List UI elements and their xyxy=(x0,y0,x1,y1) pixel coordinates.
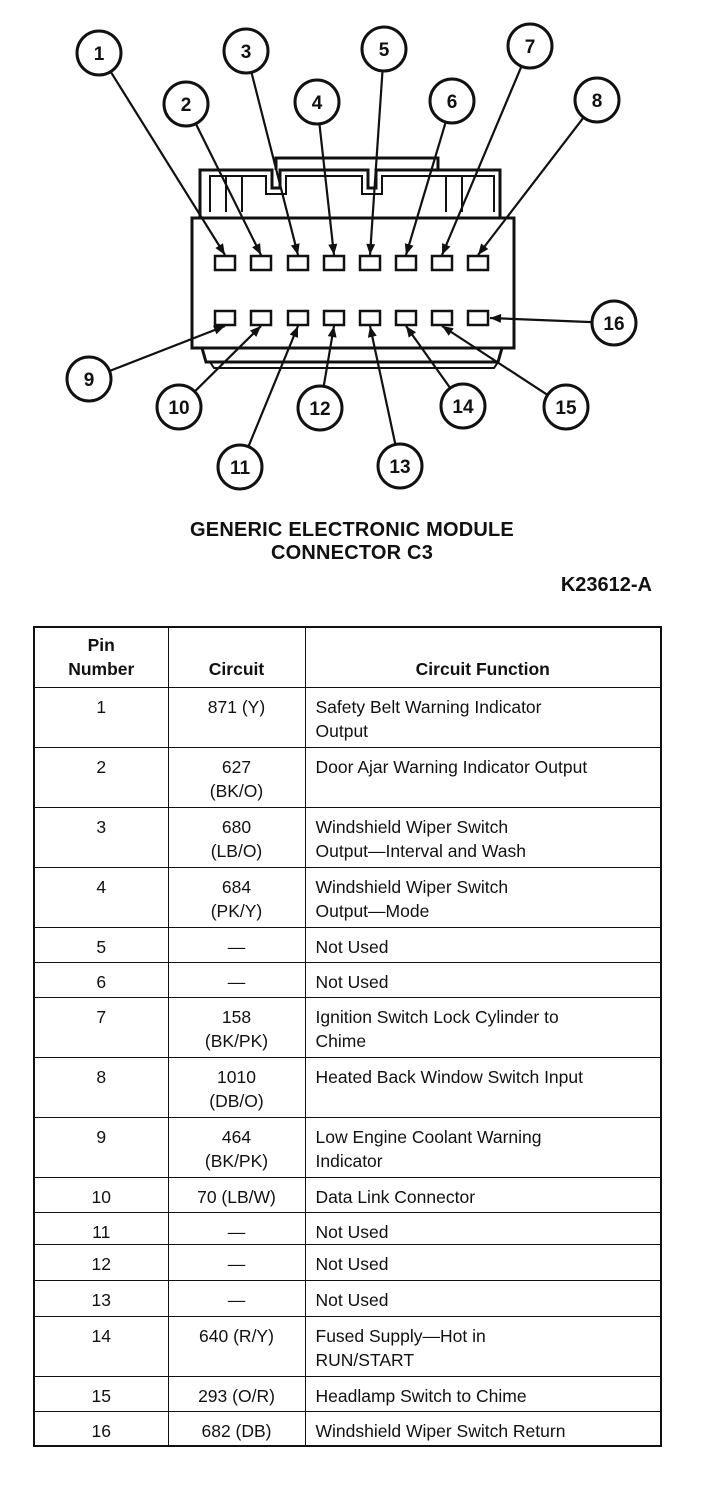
header-pin-line2: Number xyxy=(68,658,135,679)
table-row xyxy=(34,927,661,962)
callout-number: 9 xyxy=(83,370,95,391)
pin-hole-14 xyxy=(396,311,416,325)
circuit-cell xyxy=(168,687,305,747)
table-row xyxy=(34,1411,661,1446)
circuit-line: 464 xyxy=(221,1126,252,1147)
table-row xyxy=(34,1057,661,1117)
circuit-cell xyxy=(168,997,305,1057)
pin-hole-11 xyxy=(288,311,308,325)
circuit-function-cell xyxy=(305,1212,661,1244)
circuit-function-cell xyxy=(305,927,661,962)
circuit-function-cell xyxy=(305,962,661,997)
pin-hole-6 xyxy=(396,256,416,270)
callout-number: 15 xyxy=(555,398,577,419)
leader-line-4 xyxy=(319,124,334,255)
header-pin-line1: Pin xyxy=(87,634,115,655)
callout-6 xyxy=(430,79,474,123)
arrowhead-1 xyxy=(215,243,225,255)
circuit-cell xyxy=(168,867,305,927)
circuit-line: 158 xyxy=(221,1006,252,1027)
table-row xyxy=(34,867,661,927)
pin-number-cell: 12 xyxy=(34,1244,168,1280)
pin-number-cell: 15 xyxy=(34,1376,168,1411)
table-row xyxy=(34,807,661,867)
callout-12 xyxy=(298,386,342,430)
circuit-line: 70 (LB/W) xyxy=(197,1186,276,1207)
leader-line-13 xyxy=(370,326,395,444)
function-line: Low Engine Coolant Warning xyxy=(315,1126,542,1147)
function-line: Not Used xyxy=(315,1289,389,1310)
circuit-line: 1010 xyxy=(217,1066,256,1087)
arrowhead-12 xyxy=(328,326,337,338)
function-line: RUN/START xyxy=(315,1349,415,1370)
callout-8 xyxy=(575,78,619,122)
pin-number-cell: 10 xyxy=(34,1177,168,1212)
circuit-line: 640 (R/Y) xyxy=(199,1325,274,1346)
circuit-line: 871 (Y) xyxy=(207,696,266,717)
leader-line-2 xyxy=(196,124,261,255)
callout-10 xyxy=(157,385,201,429)
pin-hole-1 xyxy=(215,256,235,270)
pin-number-cell: 9 xyxy=(34,1117,168,1177)
circuit-line: (BK/PK) xyxy=(204,1030,269,1051)
table-header-row xyxy=(34,627,661,687)
circuit-line: (LB/O) xyxy=(210,840,263,861)
circuit-cell xyxy=(168,1057,305,1117)
callout-number: 16 xyxy=(603,314,625,335)
circuit-line: 627 xyxy=(221,756,252,777)
circuit-function-cell xyxy=(305,1177,661,1212)
callout-number: 4 xyxy=(311,93,323,114)
header-circuit-function: Circuit Function xyxy=(305,627,661,687)
callout-number: 1 xyxy=(93,44,105,65)
pin-number-cell: 11 xyxy=(34,1212,168,1244)
table-row xyxy=(34,1316,661,1376)
callout-2 xyxy=(164,82,208,126)
circuit-cell xyxy=(168,962,305,997)
callout-1 xyxy=(77,31,121,75)
function-line: Windshield Wiper Switch Return xyxy=(315,1420,566,1441)
function-line: Output—Mode xyxy=(315,900,430,921)
function-line: Not Used xyxy=(315,971,389,992)
circuit-function-cell xyxy=(305,1376,661,1411)
function-line: Windshield Wiper Switch xyxy=(315,876,509,897)
circuit-cell xyxy=(168,1177,305,1212)
connector-body xyxy=(192,158,514,368)
pin-hole-4 xyxy=(324,256,344,270)
circuit-line: (DB/O) xyxy=(209,1090,264,1111)
callout-number: 3 xyxy=(240,42,252,63)
function-line: Not Used xyxy=(315,936,389,957)
figure-title-line2: CONNECTOR C3 xyxy=(270,542,434,564)
figure-id: K23612-A xyxy=(560,574,652,596)
callout-9 xyxy=(67,357,111,401)
circuit-function-cell xyxy=(305,1057,661,1117)
pin-number-cell: 5 xyxy=(34,927,168,962)
function-line: Chime xyxy=(315,1030,367,1051)
circuit-function-cell xyxy=(305,747,661,807)
callout-4 xyxy=(295,80,339,124)
circuit-line: — xyxy=(227,971,246,992)
pin-number-cell: 16 xyxy=(34,1411,168,1446)
leader-line-5 xyxy=(370,71,383,255)
pin-number-cell: 13 xyxy=(34,1280,168,1316)
circuit-function-cell xyxy=(305,687,661,747)
pin-hole-3 xyxy=(288,256,308,270)
function-line: Door Ajar Warning Indicator Output xyxy=(315,756,588,777)
circuit-line: (PK/Y) xyxy=(210,900,263,921)
circuit-function-cell xyxy=(305,997,661,1057)
callout-15 xyxy=(544,385,588,429)
pin-hole-7 xyxy=(432,256,452,270)
circuit-function-cell xyxy=(305,1316,661,1376)
table-row xyxy=(34,1280,661,1316)
circuit-function-cell xyxy=(305,1411,661,1446)
circuit-line: 682 (DB) xyxy=(201,1420,272,1441)
callout-number: 14 xyxy=(452,397,474,418)
callout-number: 8 xyxy=(591,91,603,112)
pin-hole-2 xyxy=(251,256,271,270)
pin-number-cell: 2 xyxy=(34,747,168,807)
pin-hole-10 xyxy=(251,311,271,325)
pin-hole-16 xyxy=(468,311,488,325)
circuit-function-cell xyxy=(305,1280,661,1316)
callout-7 xyxy=(508,24,552,68)
arrowhead-16 xyxy=(490,314,501,323)
circuit-function-cell xyxy=(305,867,661,927)
pin-holes xyxy=(215,256,488,325)
function-line: Fused Supply—Hot in xyxy=(315,1325,486,1346)
arrowhead-14 xyxy=(406,326,416,338)
circuit-function-cell xyxy=(305,1117,661,1177)
pin-hole-9 xyxy=(215,311,235,325)
table-row xyxy=(34,747,661,807)
circuit-line: (BK/PK) xyxy=(204,1150,269,1171)
callout-number: 5 xyxy=(378,40,390,61)
callout-13 xyxy=(378,444,422,488)
callout-number: 12 xyxy=(309,399,331,420)
callout-14 xyxy=(441,384,485,428)
pin-number-cell: 7 xyxy=(34,997,168,1057)
circuit-line: 680 xyxy=(221,816,252,837)
pin-number-cell: 3 xyxy=(34,807,168,867)
pin-hole-5 xyxy=(360,256,380,270)
circuit-cell xyxy=(168,1280,305,1316)
circuit-cell xyxy=(168,807,305,867)
leader-line-16 xyxy=(490,318,592,322)
arrowhead-15 xyxy=(442,326,454,336)
arrowhead-11 xyxy=(290,326,298,338)
pin-hole-13 xyxy=(360,311,380,325)
arrowhead-7 xyxy=(442,243,450,255)
pin-number-cell: 6 xyxy=(34,962,168,997)
callout-16 xyxy=(592,301,636,345)
arrowhead-6 xyxy=(405,243,414,255)
function-line: Output—Interval and Wash xyxy=(315,840,526,861)
arrowhead-5 xyxy=(366,244,375,255)
leader-line-3 xyxy=(251,72,298,255)
table-row xyxy=(34,962,661,997)
arrowhead-13 xyxy=(368,326,377,338)
circuit-line: — xyxy=(227,1221,246,1242)
table-row xyxy=(34,1212,661,1244)
leader-line-6 xyxy=(406,122,446,255)
function-line: Output xyxy=(315,720,369,741)
circuit-cell xyxy=(168,1376,305,1411)
callout-3 xyxy=(224,29,268,73)
circuit-line: — xyxy=(227,1289,246,1310)
header-circuit: Circuit xyxy=(168,627,305,687)
function-line: Not Used xyxy=(315,1221,389,1242)
circuit-cell xyxy=(168,1316,305,1376)
circuit-line: 293 (O/R) xyxy=(198,1385,275,1406)
function-line: Heated Back Window Switch Input xyxy=(315,1066,583,1087)
circuit-cell xyxy=(168,1212,305,1244)
leader-line-14 xyxy=(406,326,450,388)
table-row xyxy=(34,1244,661,1280)
circuit-cell xyxy=(168,1244,305,1280)
callout-number: 13 xyxy=(389,457,411,478)
pin-number-cell: 4 xyxy=(34,867,168,927)
pin-number-cell: 14 xyxy=(34,1316,168,1376)
table-row xyxy=(34,997,661,1057)
circuit-cell xyxy=(168,1411,305,1446)
callout-5 xyxy=(362,27,406,71)
circuit-cell xyxy=(168,1117,305,1177)
callout-11 xyxy=(218,445,262,489)
circuit-line: 684 xyxy=(221,876,252,897)
leader-line-11 xyxy=(248,326,298,447)
pin-function-table xyxy=(33,626,662,1447)
callout-number: 6 xyxy=(446,92,458,113)
callout-number: 11 xyxy=(229,458,251,479)
pin-hole-15 xyxy=(432,311,452,325)
table-row xyxy=(34,687,661,747)
callout-number: 7 xyxy=(524,37,536,58)
function-line: Ignition Switch Lock Cylinder to xyxy=(315,1006,559,1027)
callout-number: 10 xyxy=(168,398,190,419)
function-line: Data Link Connector xyxy=(315,1186,476,1207)
circuit-function-cell xyxy=(305,1244,661,1280)
circuit-line: (BK/O) xyxy=(209,780,264,801)
pin-hole-8 xyxy=(468,256,488,270)
pin-number-cell: 1 xyxy=(34,687,168,747)
pin-callouts xyxy=(67,24,636,489)
circuit-cell xyxy=(168,927,305,962)
function-line: Not Used xyxy=(315,1253,389,1274)
function-line: Headlamp Switch to Chime xyxy=(315,1385,527,1406)
circuit-function-cell xyxy=(305,807,661,867)
circuit-cell xyxy=(168,747,305,807)
circuit-line: — xyxy=(227,1253,246,1274)
pin-number-cell: 8 xyxy=(34,1057,168,1117)
table-row xyxy=(34,1117,661,1177)
pin-hole-12 xyxy=(324,311,344,325)
arrowhead-9 xyxy=(213,326,225,334)
header-pin-number xyxy=(34,627,168,687)
function-line: Windshield Wiper Switch xyxy=(315,816,509,837)
table-row xyxy=(34,1177,661,1212)
function-line: Safety Belt Warning Indicator xyxy=(315,696,542,717)
figure-title-line1: GENERIC ELECTRONIC MODULE xyxy=(190,519,514,541)
connector-diagram xyxy=(0,0,704,520)
callout-number: 2 xyxy=(180,95,192,116)
table-row xyxy=(34,1376,661,1411)
circuit-line: — xyxy=(227,936,246,957)
function-line: Indicator xyxy=(315,1150,383,1171)
